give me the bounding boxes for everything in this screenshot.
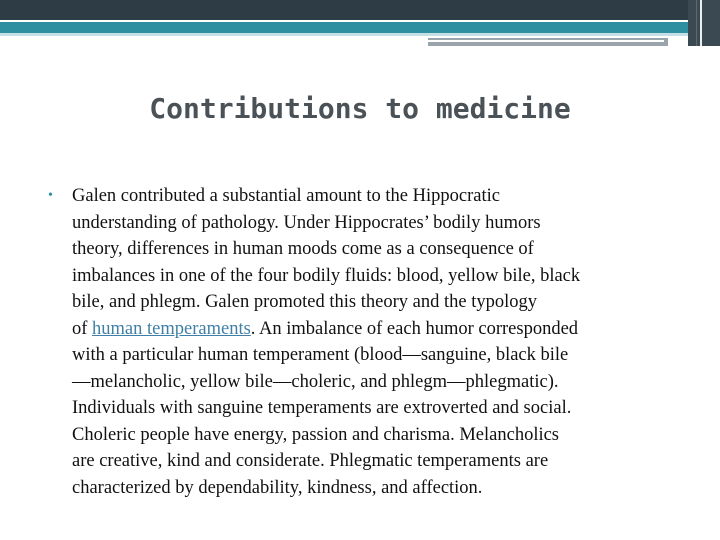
body-line: characterized by dependability, kindness, and affection. [72, 477, 483, 498]
body-text: of [72, 318, 93, 339]
body-line: are creative, kind and considerate. Phlegmatic temperaments are [72, 451, 549, 471]
bullet-text [72, 183, 688, 501]
corner-line-light [700, 0, 702, 46]
body-line: —melancholic, yellow bile—choleric, and phlegm—phlegmatic). [72, 371, 559, 392]
body-line: understanding of pathology. Under Hippocrates’ bodily humors [72, 212, 541, 233]
body-line: imbalances in one of the four bodily fluids: blood, yellow bile, black [72, 265, 581, 286]
corner-block [688, 0, 720, 46]
body-line: bile, and phlegm. Galen promoted this theory and the typology [72, 292, 537, 312]
body-line: Choleric people have energy, passion and charisma. Melancholics [72, 424, 560, 445]
header-accent-bar [0, 22, 720, 33]
body-line: with a particular human temperament (blood—sanguine, black bile [72, 345, 569, 365]
body-line: Individuals with sanguine temperaments are extroverted and social. [72, 398, 572, 418]
corner-line-dark [696, 0, 697, 46]
header-grey-line [428, 40, 664, 42]
slide-body [48, 183, 688, 501]
human-temperaments-link[interactable]: human temperaments [92, 318, 251, 339]
bullet-icon: • [48, 188, 53, 203]
body-line: theory, differences in human moods come as a consequence of [72, 239, 534, 259]
bullet-item [48, 183, 688, 501]
slide-title: Contributions to medicine [149, 92, 571, 125]
header-dark-bar [0, 0, 720, 20]
header-accent-line [0, 33, 720, 36]
body-line: Galen contributed a substantial amount to the Hippocratic [72, 186, 500, 206]
body-line [72, 316, 688, 343]
body-text: . An imbalance of each humor corresponded [250, 318, 579, 339]
